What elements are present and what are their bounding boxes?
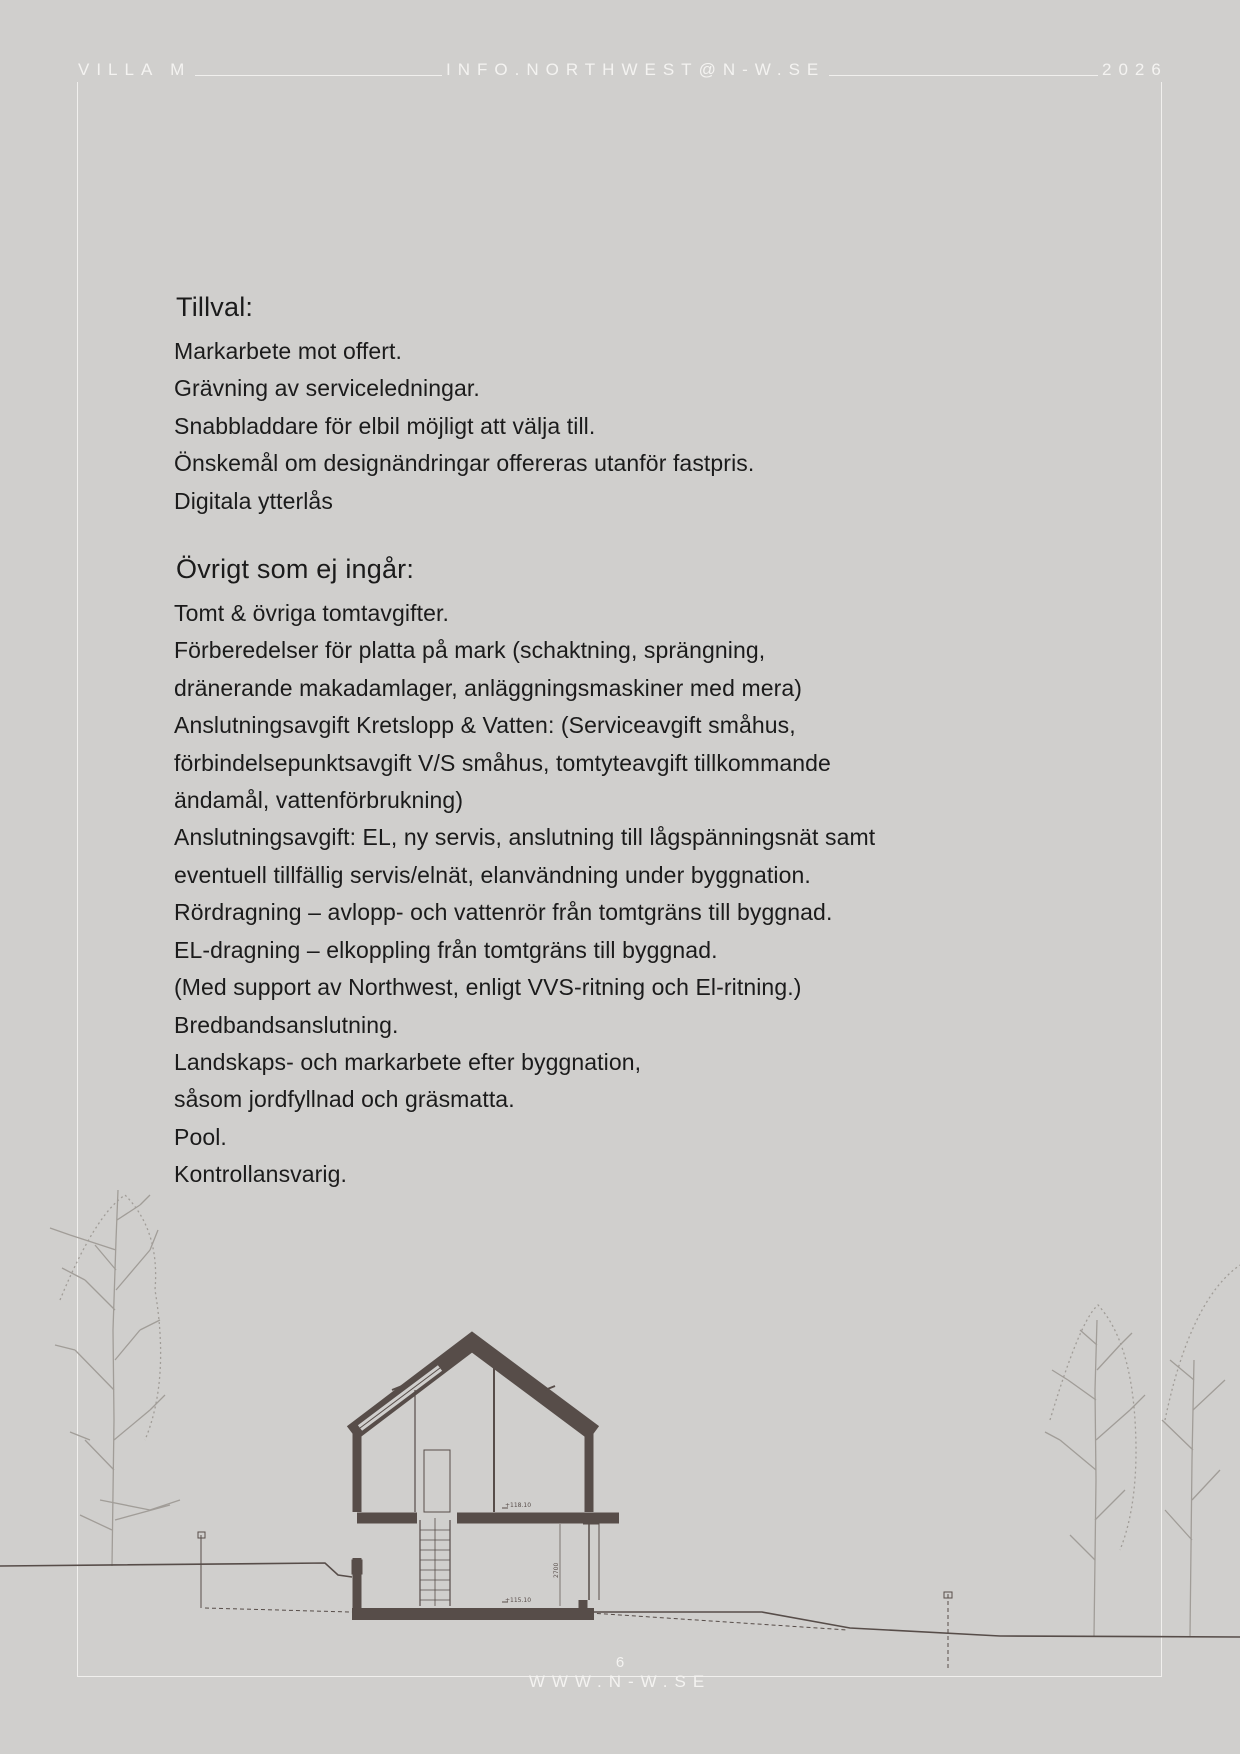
pipe-lines xyxy=(198,1532,952,1670)
page-number: 6 xyxy=(615,1654,625,1671)
list-item: förbindelsepunktsavgift V/S småhus, tomtyteavgift tillkommande xyxy=(174,749,831,776)
list-item: Markarbete mot offert. xyxy=(174,338,403,364)
level-upper-label: +118.10 xyxy=(505,1502,532,1509)
height-dimension-label: 2700 xyxy=(553,1562,560,1578)
list-item: såsom jordfyllnad och gräsmatta. xyxy=(174,1086,515,1113)
list-item: Önskemål om designändringar offereras utanför fastpris. xyxy=(174,450,755,477)
level-lower-label: +115.10 xyxy=(505,1597,532,1604)
list-item: Anslutningsavgift Kretslopp & Vatten: (Serviceavgift småhus, xyxy=(174,712,796,739)
list-item: Pool. xyxy=(174,1123,227,1150)
list-item: Digitala ytterlås xyxy=(174,487,333,514)
list-item: Tomt & övriga tomtavgifter. xyxy=(174,600,449,627)
list-item: Bredbandsanslutning. xyxy=(174,1011,399,1038)
ground-line xyxy=(0,1563,1240,1637)
list-item: ändamål, vattenförbrukning) xyxy=(174,787,464,814)
list-item: Rördragning – avlopp- och vattenrör från tomtgräns till byggnad. xyxy=(174,899,833,926)
list-item: Snabbladdare för elbil möjligt att välja till. xyxy=(174,412,596,439)
list-item: eventuell tillfällig servis/elnät, elanvändning under byggnation. xyxy=(174,861,811,888)
list-item: Grävning av serviceledningar. xyxy=(174,375,480,402)
list-item: Landskaps- och markarbete efter byggnation, xyxy=(174,1048,642,1075)
footer-website[interactable]: WWW.N-W.SE xyxy=(528,1672,712,1691)
list-item: Anslutningsavgift: EL, ny servis, anslutning till lågspänningsnät samt xyxy=(174,824,876,851)
section-title-ovrigt: Övrigt som ej ingår: xyxy=(176,554,415,585)
list-item: EL-dragning – elkoppling från tomtgräns till byggnad. xyxy=(174,936,718,963)
list-item: (Med support av Northwest, enligt VVS-ritning och El-ritning.) xyxy=(174,974,802,1001)
list-item: Kontrollansvarig. xyxy=(174,1161,348,1188)
tree-right-icon xyxy=(1045,1265,1240,1636)
house-section xyxy=(352,1342,619,1620)
tree-left-icon xyxy=(50,1190,180,1566)
list-item: Förberedelser för platta på mark (schaktning, sprängning, xyxy=(174,637,766,664)
header-year: 2026 xyxy=(1098,58,1172,82)
list-item: dränerande makadamlager, anläggningsmaskiner med mera) xyxy=(174,674,803,701)
section-title-tillval: Tillval: xyxy=(176,292,254,322)
header-project-name: VILLA M xyxy=(74,58,195,82)
header-email[interactable]: INFO.NORTHWEST@N-W.SE xyxy=(442,58,829,82)
